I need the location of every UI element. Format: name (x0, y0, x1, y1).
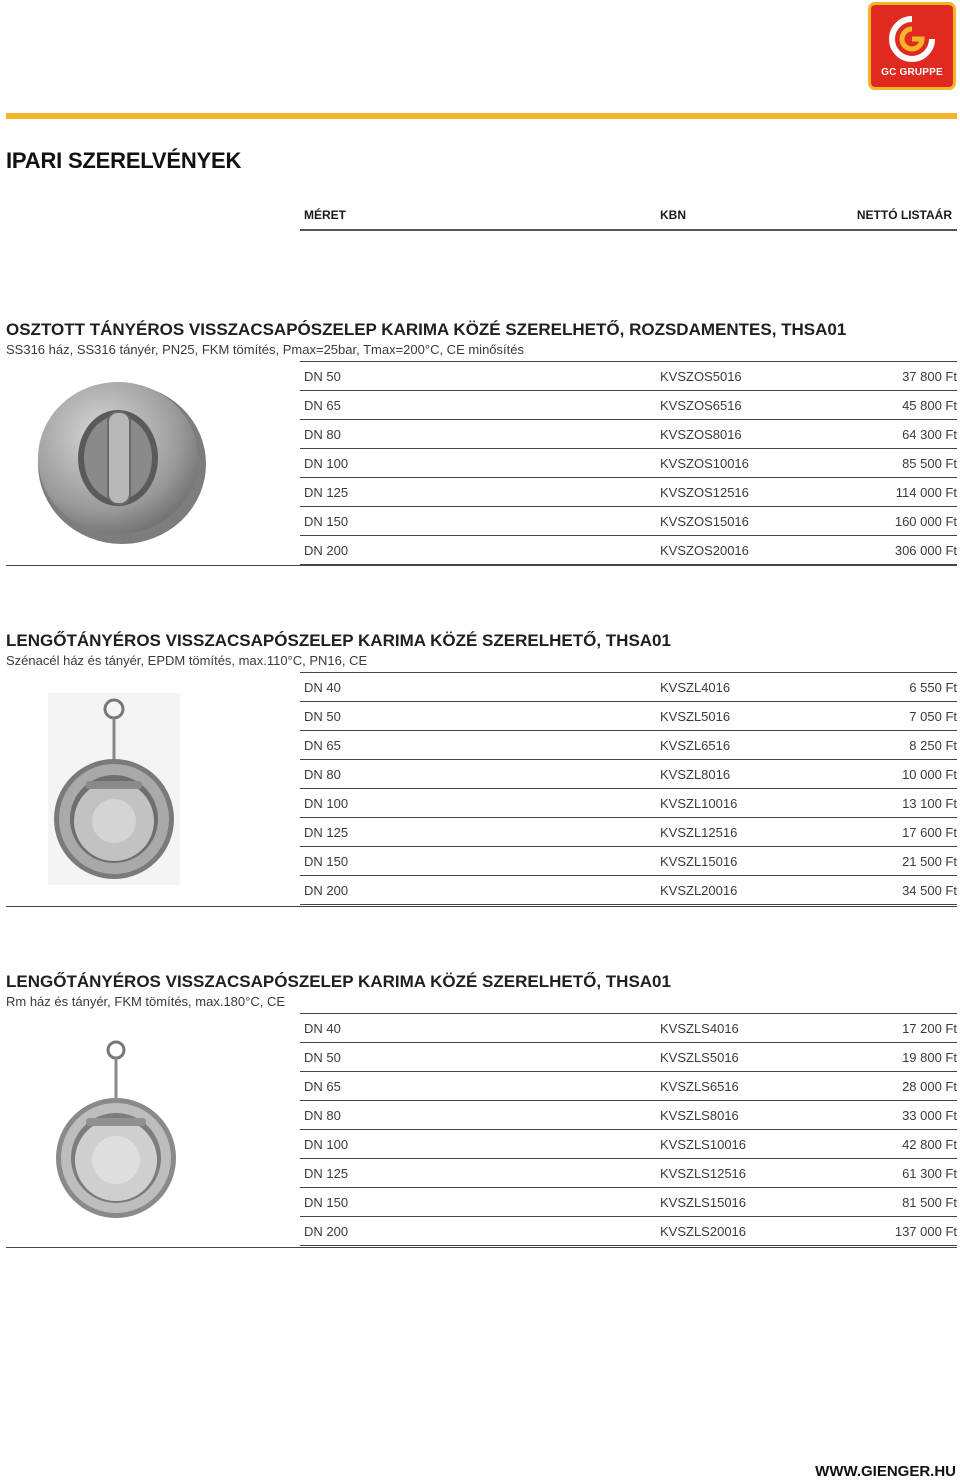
section-title: OSZTOTT TÁNYÉROS VISSZACSAPÓSZELEP KARIMA KÖZÉ SZERELHETŐ, ROZSDAMENTES, THSA01 (6, 320, 847, 339)
price-cell: 85 500 Ft (902, 456, 957, 471)
price-cell: 81 500 Ft (902, 1195, 957, 1210)
price-cell: 21 500 Ft (902, 854, 957, 869)
table-row (300, 362, 957, 391)
gc-logo-mark-icon (881, 13, 943, 65)
header-rule (300, 229, 957, 231)
table-row (300, 731, 957, 760)
swing-check-valve-image (48, 693, 180, 890)
price-cell: 17 600 Ft (902, 825, 957, 840)
size-cell: DN 200 (304, 1224, 349, 1239)
price-cell: 114 000 Ft (895, 485, 957, 500)
table-row (300, 1014, 957, 1043)
price-cell: 42 800 Ft (902, 1137, 957, 1152)
size-cell: DN 125 (304, 1166, 349, 1181)
table-row (300, 702, 957, 731)
size-cell: DN 125 (304, 485, 349, 500)
gc-gruppe-logo (868, 2, 956, 90)
code-cell: KVSZOS20016 (660, 543, 749, 558)
size-cell: DN 40 (304, 680, 341, 695)
code-cell: KVSZLS5016 (660, 1050, 739, 1065)
code-cell: KVSZLS6516 (660, 1079, 739, 1094)
size-cell: DN 200 (304, 883, 349, 898)
price-cell: 306 000 Ft (894, 543, 957, 558)
column-header-price: NETTÓ LISTAÁR (856, 208, 952, 222)
code-cell: KVSZL5016 (660, 709, 731, 724)
code-cell: KVSZLS8016 (660, 1108, 739, 1123)
size-cell: DN 100 (304, 796, 349, 811)
code-cell: KVSZLS20016 (660, 1224, 747, 1239)
size-cell: DN 125 (304, 825, 349, 840)
section-subtitle: Szénacél ház és tányér, EPDM tömítés, max.110°C, PN16, CE (6, 653, 368, 668)
size-cell: DN 100 (304, 456, 349, 471)
size-cell: DN 100 (304, 1137, 349, 1152)
code-cell: KVSZL12516 (660, 825, 738, 840)
table-row (300, 847, 957, 876)
price-cell: 137 000 Ft (894, 1224, 957, 1239)
column-header-code: KBN (660, 208, 686, 222)
price-table-2 (300, 673, 957, 905)
code-cell: KVSZLS12516 (660, 1166, 747, 1181)
table-row (300, 1043, 957, 1072)
section-bottom-rule (6, 1247, 957, 1248)
table-row (300, 1101, 957, 1130)
price-table-3 (300, 1014, 957, 1246)
price-cell: 61 300 Ft (902, 1166, 957, 1181)
price-cell: 28 000 Ft (902, 1079, 957, 1094)
table-row (300, 876, 957, 905)
price-cell: 19 800 Ft (902, 1050, 957, 1065)
price-cell: 10 000 Ft (902, 767, 957, 782)
code-cell: KVSZOS10016 (660, 456, 749, 471)
table-row (300, 478, 957, 507)
table-row (300, 1217, 957, 1246)
price-cell: 64 300 Ft (902, 427, 957, 442)
table-row (300, 1188, 957, 1217)
size-cell: DN 50 (304, 369, 341, 384)
size-cell: DN 150 (304, 1195, 349, 1210)
size-cell: DN 80 (304, 767, 341, 782)
dual-plate-check-valve-image (30, 372, 210, 552)
top-accent-bar (6, 113, 957, 119)
price-cell: 17 200 Ft (902, 1021, 957, 1036)
logo-text: GC GRUPPE (881, 67, 943, 78)
price-cell: 6 550 Ft (909, 680, 957, 695)
code-cell: KVSZL6516 (660, 738, 731, 753)
size-cell: DN 40 (304, 1021, 341, 1036)
table-row (300, 391, 957, 420)
section-title: LENGŐTÁNYÉROS VISSZACSAPÓSZELEP KARIMA KÖZÉ SZERELHETŐ, THSA01 (6, 972, 671, 991)
section-bottom-rule (6, 906, 957, 907)
size-cell: DN 80 (304, 427, 341, 442)
code-cell: KVSZL20016 (660, 883, 738, 898)
table-row (300, 420, 957, 449)
section-title: LENGŐTÁNYÉROS VISSZACSAPÓSZELEP KARIMA KÖZÉ SZERELHETŐ, THSA01 (6, 631, 671, 650)
page-title: IPARI SZERELVÉNYEK (6, 148, 242, 173)
table-row (300, 818, 957, 847)
code-cell: KVSZOS8016 (660, 427, 742, 442)
price-cell: 160 000 Ft (894, 514, 957, 529)
section-bottom-rule (6, 565, 957, 566)
size-cell: DN 50 (304, 1050, 341, 1065)
table-row (300, 673, 957, 702)
table-row (300, 1130, 957, 1159)
table-row (300, 1159, 957, 1188)
swing-check-valve-stainless-image (50, 1036, 182, 1229)
size-cell: DN 150 (304, 854, 349, 869)
code-cell: KVSZOS15016 (660, 514, 749, 529)
price-cell: 45 800 Ft (902, 398, 957, 413)
code-cell: KVSZOS12516 (660, 485, 749, 500)
code-cell: KVSZL10016 (660, 796, 738, 811)
price-cell: 7 050 Ft (909, 709, 957, 724)
price-table-1 (300, 362, 957, 565)
code-cell: KVSZLS15016 (660, 1195, 747, 1210)
size-cell: DN 50 (304, 709, 341, 724)
size-cell: DN 150 (304, 514, 349, 529)
table-row (300, 536, 957, 565)
price-cell: 13 100 Ft (902, 796, 957, 811)
price-cell: 8 250 Ft (909, 738, 957, 753)
table-row (300, 449, 957, 478)
price-cell: 34 500 Ft (902, 883, 957, 898)
code-cell: KVSZL8016 (660, 767, 731, 782)
price-cell: 37 800 Ft (902, 369, 957, 384)
code-cell: KVSZLS4016 (660, 1021, 739, 1036)
section-subtitle: SS316 ház, SS316 tányér, PN25, FKM tömítés, Pmax=25bar, Tmax=200°C, CE minősítés (6, 342, 524, 357)
size-cell: DN 65 (304, 398, 341, 413)
size-cell: DN 65 (304, 738, 341, 753)
column-header-size: MÉRET (304, 208, 346, 222)
section-subtitle: Rm ház és tányér, FKM tömítés, max.180°C, CE (6, 994, 286, 1009)
size-cell: DN 80 (304, 1108, 341, 1123)
code-cell: KVSZOS5016 (660, 369, 742, 384)
price-cell: 33 000 Ft (902, 1108, 957, 1123)
size-cell: DN 65 (304, 1079, 341, 1094)
footer-website-link[interactable]: WWW.GIENGER.HU (815, 1463, 956, 1480)
code-cell: KVSZLS10016 (660, 1137, 747, 1152)
table-row (300, 789, 957, 818)
code-cell: KVSZL4016 (660, 680, 731, 695)
table-row (300, 507, 957, 536)
table-row (300, 760, 957, 789)
size-cell: DN 200 (304, 543, 349, 558)
code-cell: KVSZL15016 (660, 854, 738, 869)
table-row (300, 1072, 957, 1101)
code-cell: KVSZOS6516 (660, 398, 742, 413)
